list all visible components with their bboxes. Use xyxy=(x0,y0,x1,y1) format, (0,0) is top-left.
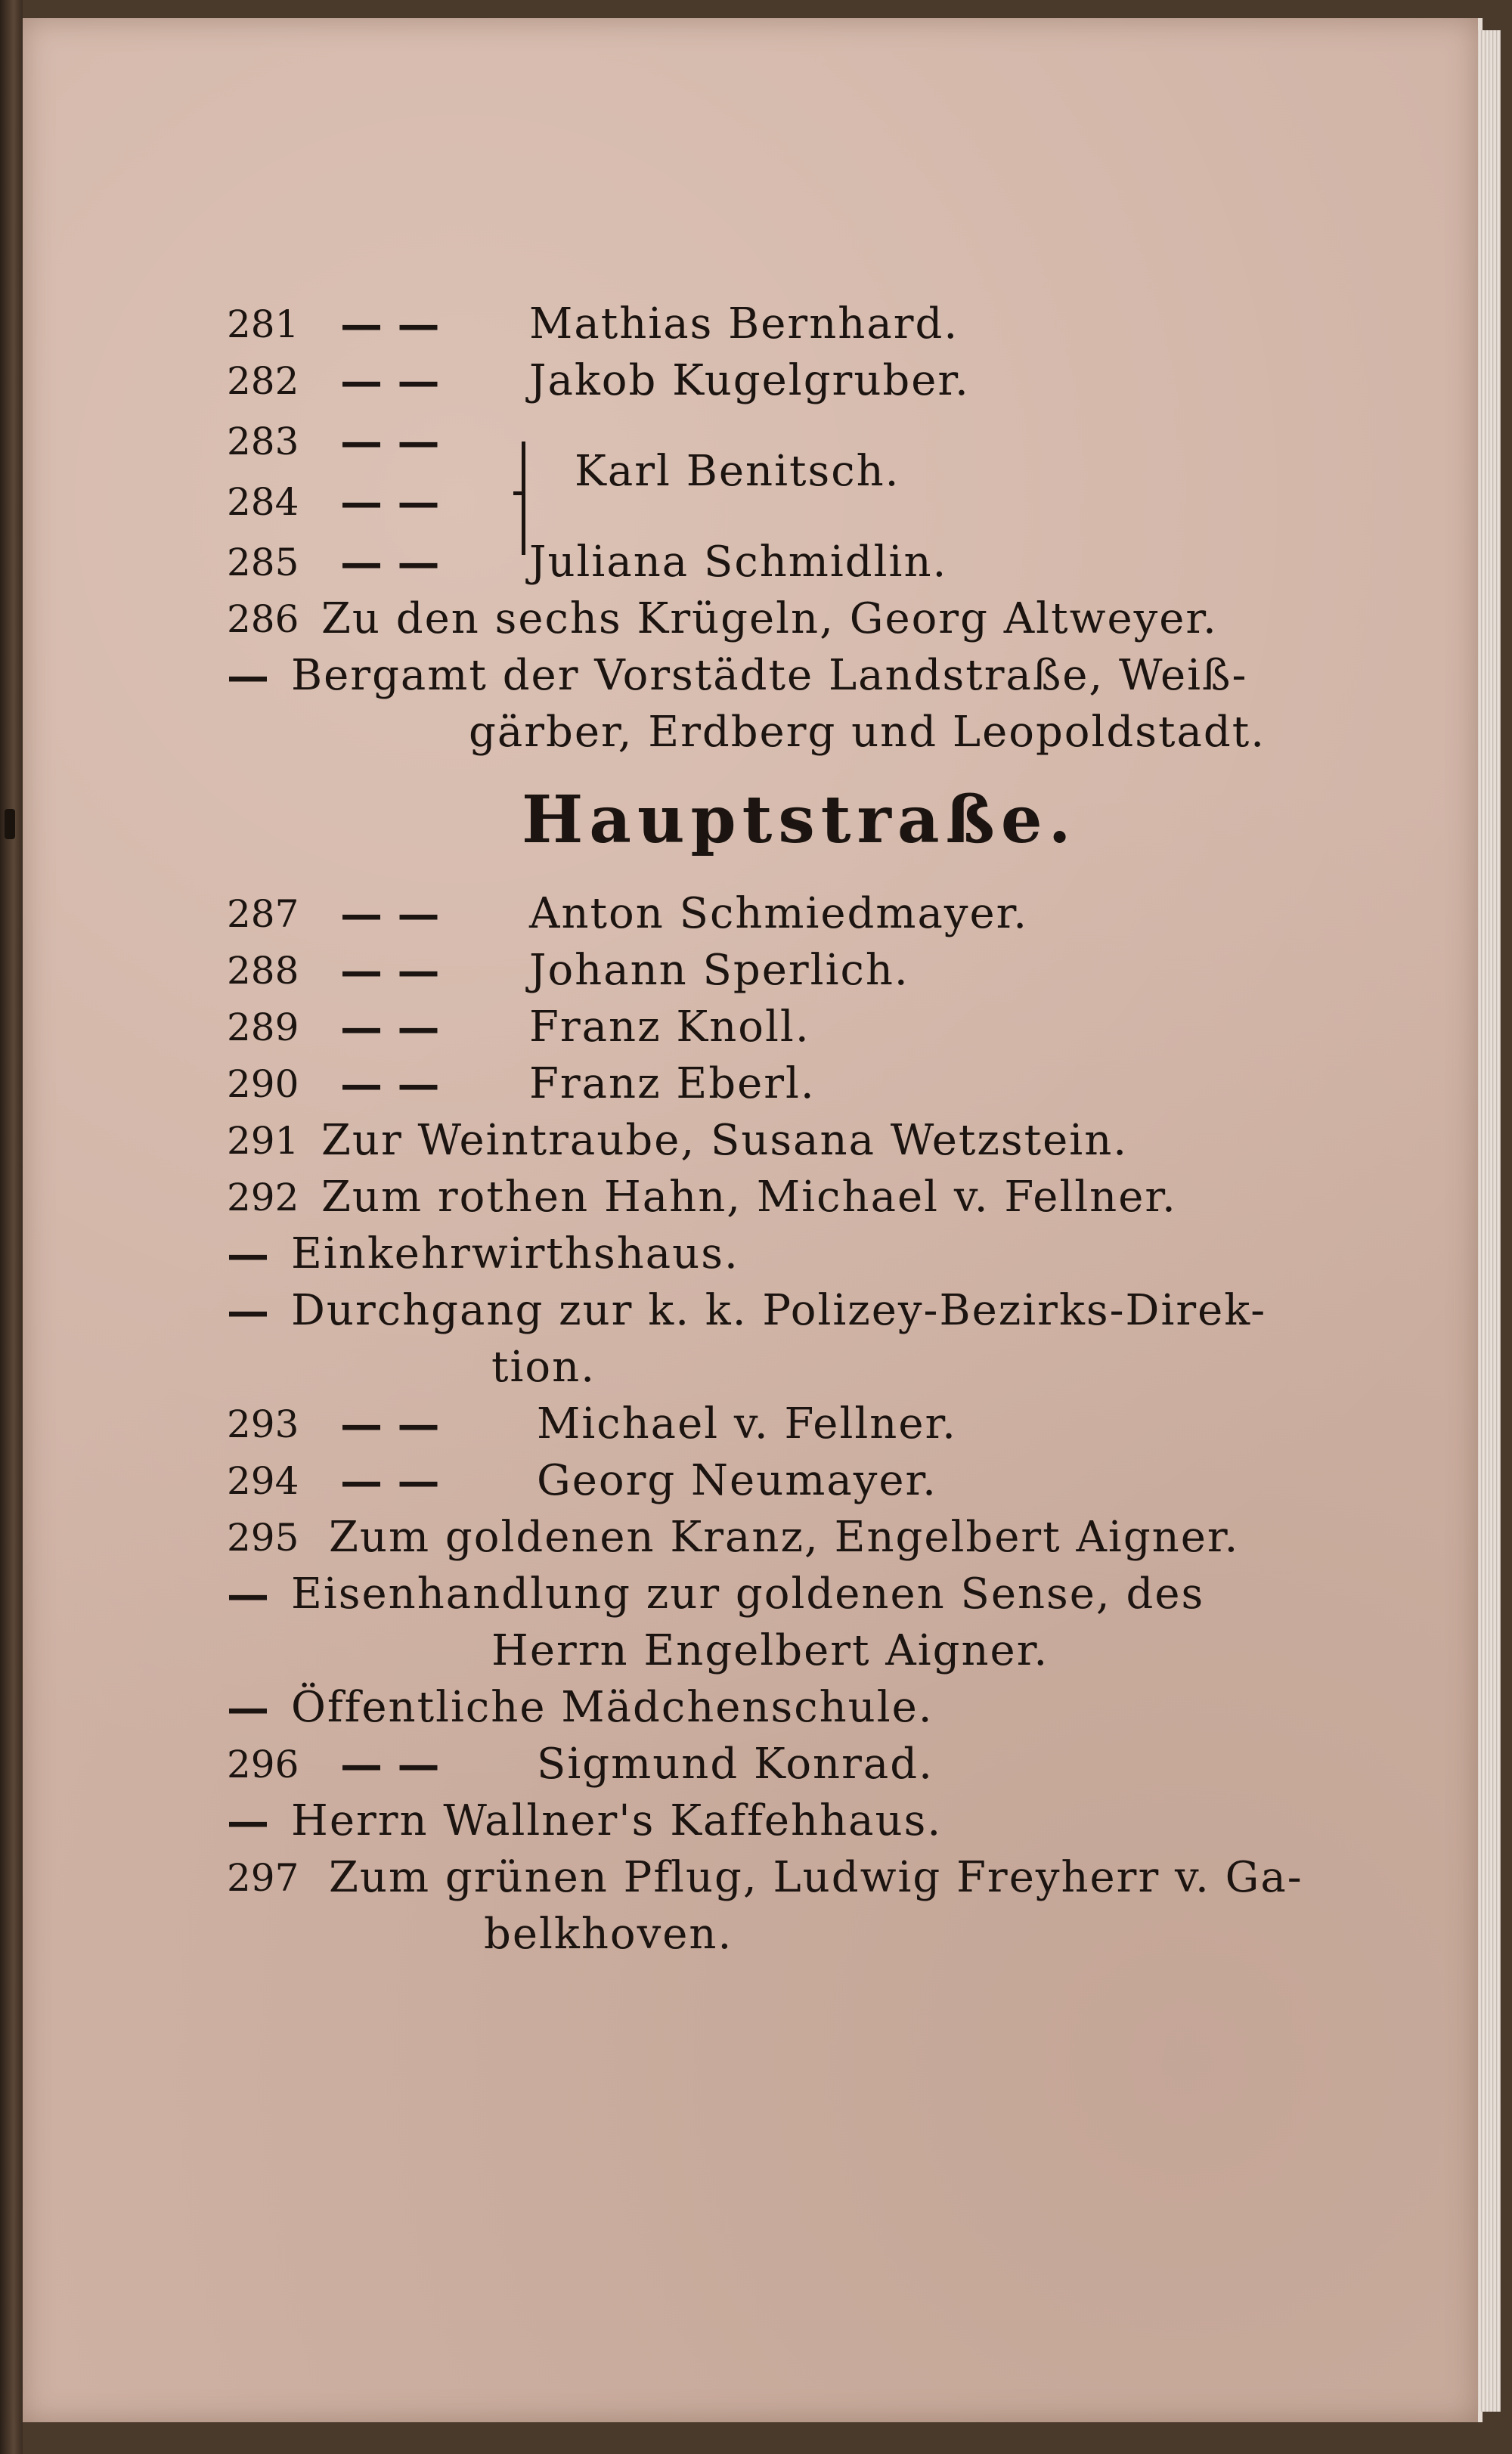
ditto-dash: — — xyxy=(340,417,440,466)
house-number: 291 xyxy=(227,1119,299,1163)
entry-text: Zur Weintraube, Susana Wetzstein. xyxy=(321,1116,1129,1165)
entry-text: Zu den sechs Krügeln, Georg Altweyer. xyxy=(321,594,1218,643)
entry-text: Juliana Schmidlin. xyxy=(529,538,948,587)
entry-text: Franz Eberl. xyxy=(529,1059,816,1108)
entry-text: Öffentliche Mädchenschule. xyxy=(291,1683,934,1732)
entry-text: Einkehrwirthshaus. xyxy=(291,1229,739,1278)
house-number: 292 xyxy=(227,1176,299,1219)
entry-text: Anton Schmiedmayer. xyxy=(529,889,1029,938)
ditto-dash: — xyxy=(227,1683,269,1733)
entry-text: belkhoven. xyxy=(484,1910,733,1959)
entry-text: Johann Sperlich. xyxy=(529,946,909,995)
entry-text: Herrn Engelbert Aigner. xyxy=(491,1626,1049,1675)
house-number: 283 xyxy=(227,420,299,463)
ditto-dash: — xyxy=(227,1229,269,1279)
ditto-dash: — — xyxy=(340,477,440,527)
entry-text: gärber, Erdberg und Leopoldstadt. xyxy=(469,708,1266,757)
ditto-dash: — — xyxy=(340,889,440,939)
entry-text: Sigmund Konrad. xyxy=(537,1740,934,1789)
ditto-dash: — — xyxy=(340,1740,440,1789)
entry-text: Georg Neumayer. xyxy=(537,1456,937,1505)
entry-text: tion. xyxy=(491,1343,596,1392)
house-number: 286 xyxy=(227,597,299,641)
ditto-dash: — — xyxy=(340,538,440,587)
spine-mark xyxy=(5,809,15,839)
ditto-dash: — — xyxy=(340,1456,440,1506)
house-number: 297 xyxy=(227,1856,299,1900)
entry-text: Zum grünen Pflug, Ludwig Freyherr v. Ga- xyxy=(329,1853,1303,1902)
house-number: 296 xyxy=(227,1743,299,1786)
house-number: 290 xyxy=(227,1062,299,1106)
house-number: 287 xyxy=(227,892,299,936)
house-number: 294 xyxy=(227,1459,299,1503)
ditto-dash: — xyxy=(227,1569,269,1619)
ditto-dash: — — xyxy=(340,356,440,406)
entry-text: Karl Benitsch. xyxy=(575,447,900,496)
book-page xyxy=(23,18,1483,2422)
entry-text: Bergamt der Vorstädte Landstraße, Weiß- xyxy=(291,651,1248,700)
house-number: 281 xyxy=(227,302,299,346)
entry-text: Mathias Bernhard. xyxy=(529,299,959,349)
house-number: 288 xyxy=(227,949,299,993)
entry-text: Eisenhandlung zur goldenen Sense, des xyxy=(291,1569,1205,1619)
ditto-dash: — — xyxy=(340,1399,440,1449)
entry-text: Zum goldenen Kranz, Engelbert Aigner. xyxy=(329,1513,1240,1562)
ditto-dash: — xyxy=(227,651,269,701)
ditto-dash: — — xyxy=(340,299,440,349)
house-number: 282 xyxy=(227,359,299,403)
house-number: 295 xyxy=(227,1516,299,1560)
entry-text: Herrn Wallner's Kaffehhaus. xyxy=(291,1796,943,1845)
house-number: 293 xyxy=(227,1402,299,1446)
house-number: 284 xyxy=(227,480,299,524)
ditto-dash: — — xyxy=(340,946,440,996)
entry-text: Durchgang zur k. k. Polizey-Bezirks-Direk- xyxy=(291,1286,1267,1335)
page-edges xyxy=(1478,30,1501,2412)
ditto-dash: — — xyxy=(340,1002,440,1052)
book-spine xyxy=(0,0,23,2454)
entry-text: Zum rothen Hahn, Michael v. Fellner. xyxy=(321,1173,1177,1222)
house-number: 289 xyxy=(227,1005,299,1049)
entry-text: Franz Knoll. xyxy=(529,1002,810,1052)
ditto-dash: — xyxy=(227,1286,269,1336)
entry-text: Michael v. Fellner. xyxy=(537,1399,957,1449)
ditto-dash: — xyxy=(227,1796,269,1846)
entry-text: Jakob Kugelgruber. xyxy=(529,356,970,405)
ditto-dash: — — xyxy=(340,1059,440,1109)
house-number: 285 xyxy=(227,541,299,584)
section-heading: Hauptstraße. xyxy=(522,782,1077,858)
